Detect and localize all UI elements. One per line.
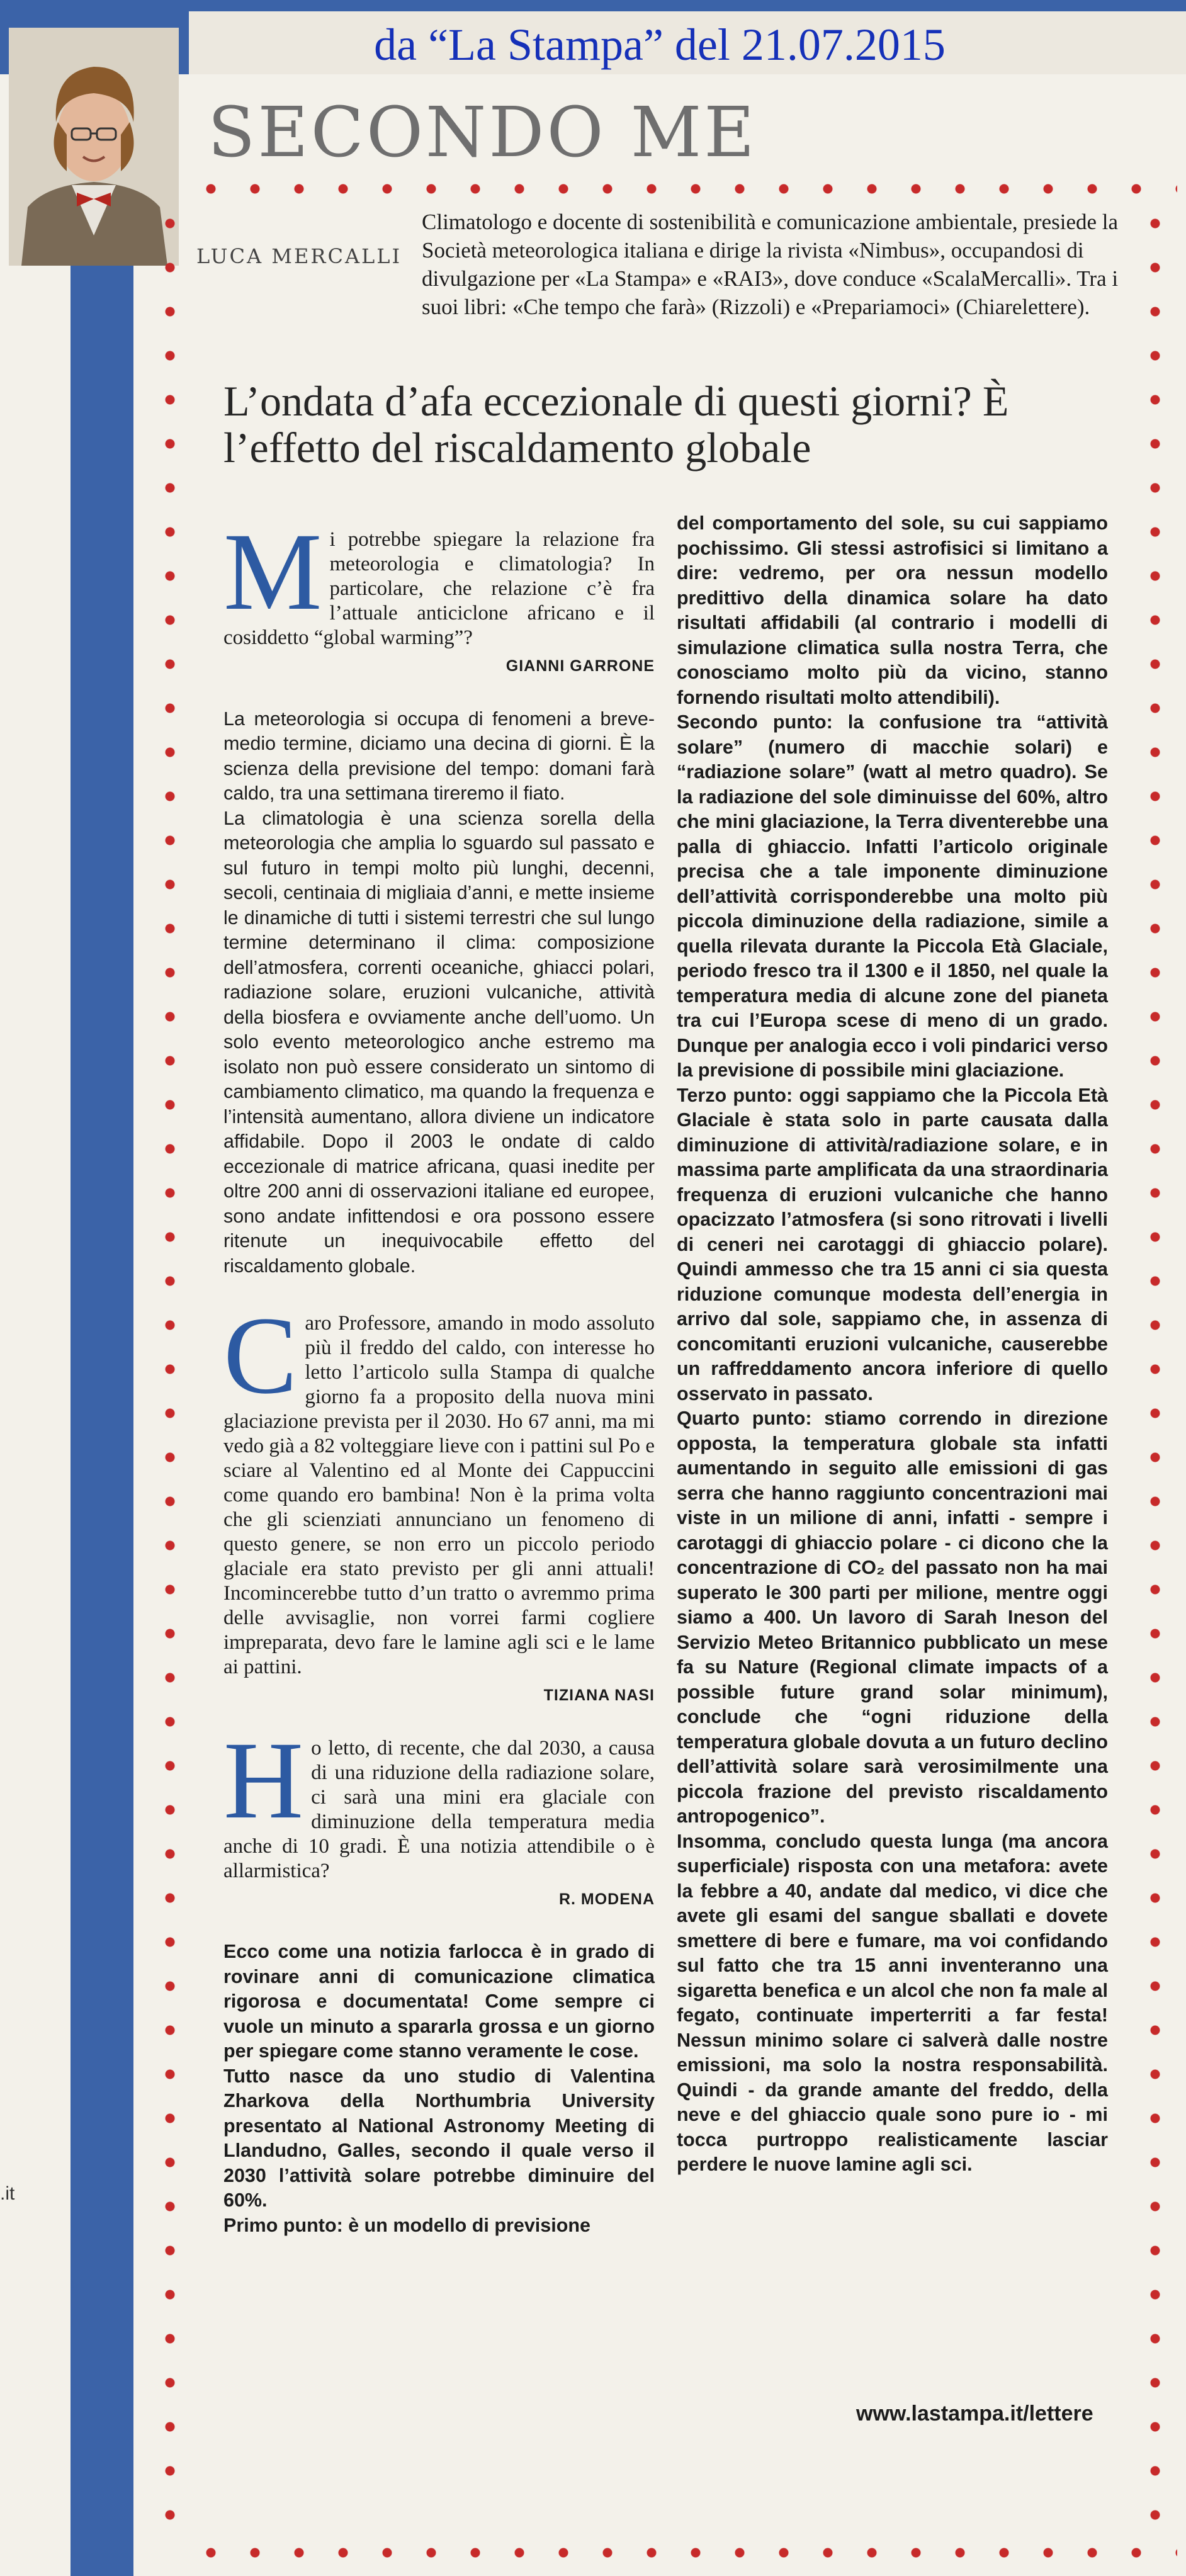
drop-cap: M	[223, 511, 322, 633]
reply-paragraph: Insomma, concludo questa lunga (ma ancora superficiale) risposta con una metafora: avete la febbre a 40, andate dal medico, vi dice che avete gli esami del sangue sballati e dovete smettere di bere e fumare, ma voi confidando sul fatto che tra 15 anni inventeranno una sigaretta benefica e un alcol che non fa male al fegato, continuate imperterriti a far festa! Nessun minimo solare ci salverà dalle nostre emissioni, ma solo la nostra responsabilità. Quindi - da grande amante del freddo, della neve e del ghiaccio quale sono pure io - mi tocca purtroppo realisticamente lasciar perdere le nuove lamine agli sci.	[677, 1830, 1108, 2175]
article-headline: L’ondata d’afa eccezionale di questi giorni? È l’effetto del riscaldamento globale	[223, 377, 1009, 472]
right-column	[677, 511, 1108, 2178]
left-column	[223, 511, 655, 2238]
left-color-stripe	[71, 74, 133, 2576]
margin-fragment: .it	[0, 2183, 15, 2204]
letter-2	[223, 1294, 655, 1709]
letter-1	[223, 511, 655, 679]
letter-text: aro Professore, amando in modo assoluto più il freddo del caldo, con interesse ho letto l’articolo sulla Stampa di qualche giorno fa a proposito della nuova mini glaciazione prevista per il 2030. Ho 67 anni, ma mi vedo già a 82 volteggiare lieve con i pattini sul Po e sciare al Valentino ed al Monte dei Cappuccini come quando ero bambina! Non è la prima volta che gli scienziati annunciano un fenomeno di questo genere, se non erro un piccolo periodo glaciale era stato previsto per gli anni attuali! Incomincerebbe tutto d’un tratto o avremmo prima delle avvisaglie, non vorrei farmi cogliere impreparata, devo fare le lamine agli sci e le lame ai pattini.	[223, 1312, 655, 1678]
dotted-border-top	[189, 179, 1177, 198]
reply-paragraph: Tutto nasce da uno studio di Valentina Zharkova della Northumbria University presentato al National Astronomy Meeting di Llandudno, Galles, secondo il quale verso il 2030 l’attività solare potrebbe diminuire del 60%.	[223, 2065, 655, 2211]
letter-text: o letto, di recente, che dal 2030, a causa di una riduzione della radiazione solare, ci sarà una mini era glaciale con diminuzione della temperatura media anche di 10 gradi. È una notizia attendibile o è allarmistica?	[223, 1736, 655, 1882]
author-bio: Climatologo e docente di sostenibilità e comunicazione ambientale, presiede la Società meteorologica italiana e dirige la rivista «Nimbus», occupandosi di divulgazione per «La Stampa» e «RAI3», dove conduce «ScalaMercalli». Tra i suoi libri: «Che tempo che farà» (Rizzoli) e «Prepariamoci» (Chiarelettere).	[422, 210, 1119, 319]
column-title: SECONDO ME	[208, 92, 757, 172]
reply-2	[223, 1940, 655, 2238]
dotted-border-bottom	[189, 2543, 1177, 2562]
reply-paragraph: Ecco come una notizia farlocca è in grado di rovinare anni di comunicazione climatica rigorosa e documentata! Come sempre ci vuole un minuto a spararla grossa e un giorno per spiegare come stanno veramente le cose.	[223, 1941, 655, 2062]
letter-text: i potrebbe spiegare la relazione fra meteorologia e climatologia? In particolare, che relazione c’è fra l’attuale anticiclone africano e il cosiddetto “global warming”?	[223, 528, 655, 649]
drop-cap: C	[223, 1294, 298, 1417]
letter-3	[223, 1719, 655, 1912]
reply-paragraph: La meteorologia si occupa di fenomeni a breve-medio termine, diciamo una decina di giorni. È la scienza della previsione del tempo: domani farà caldo, tra una settimana tireremo il fiato.	[223, 708, 655, 804]
letter-signature: TIZIANA NASI	[543, 1686, 655, 1704]
letters-url: www.lastampa.it/lettere	[856, 2402, 1093, 2426]
author-photo	[9, 28, 179, 266]
reply-paragraph: Terzo punto: oggi sappiamo che la Piccola Età Glaciale è stata solo in parte causata dalla diminuzione di attività/radiazione solare, e in massima parte amplificata da una straordinaria frequenza di eruzioni vulcaniche che hanno opacizzato l’atmosfera (si sono ritrovati i livelli di ceneri nei carotaggi di ghiaccio polare). Quindi ammesso che tra 15 anni ci sia questa riduzione comunque modesta dell’energia in arrivo dal sole, sappiamo che, in assenza di concomitanti eruzioni vulcaniche, causerebbe un raffreddamento ancora inferiore di quello osservato in passato.	[677, 1084, 1108, 1404]
reply-paragraph: Primo punto: è un modello di previsione	[223, 2214, 590, 2236]
reply-paragraph: La climatologia è una scienza sorella della meteorologia che amplia lo sguardo sul passato e sul futuro in tempi molto più lunghi, decenni, secoli, centinaia di migliaia d’anni, e mette insieme le dinamiche di tutti i sistemi terrestri che sul lungo termine determinano il clima: composizione dell’atmosfera, correnti oceaniche, ghiacci polari, radiazione solare, eruzioni vulcaniche, attività della biosfera e ovviamente anche dell’uomo. Un solo evento meteorologico anche estremo ma isolato non può essere considerato un sintomo di cambiamento climatico, ma quando la frequenza e l’intensità aumentano, allora diviene un indicatore affidabile. Dopo il 2003 le ondate di caldo eccezionale di matrice africana, quasi inedite per oltre 200 anni di osservazioni italiane ed europee, sono andate infittendosi e ora possono essere ritenute un inequivocabile effetto del riscaldamento globale.	[223, 807, 655, 1277]
drop-cap: H	[223, 1719, 304, 1842]
source-label: da “La Stampa” del 21.07.2015	[374, 20, 946, 70]
dotted-border-right	[1146, 201, 1165, 2543]
letter-signature: R. MODENA	[558, 1890, 655, 1908]
reply-paragraph: Quarto punto: stiamo correndo in direzione opposta, la temperatura globale sta infatti aumentando in seguito alle emissioni di gas serra che hanno raggiunto concentrazioni mai viste in un milione di anni, infatti - sempre i carotaggi di ghiaccio polare - ci dicono che la concentrazione di CO₂ del passato non ha mai superato le 300 parti per milione, mentre oggi siamo a 400. Un lavoro di Sarah Ineson del Servizio Meteo Britannico pubblicato un mese fa su Nature (Regional climate impacts of a possible future grand solar minimum), conclude che “ogni riduzione della temperatura globale dovuta a un futuro declino dell’attività solare sarà verosimilmente una piccola frazione del previsto riscaldamento antropogenico”.	[677, 1408, 1108, 1827]
reply-paragraph: Secondo punto: la confusione tra “attività solare” (numero di macchie solari) e “radiazione solare” (watt al metro quadro). Se la radiazione del sole diminuisse del 60%, altro che mini glaciazione, la Terra diventerebbe una palla di ghiaccio. Infatti l’articolo originale precisa che a tale imponente diminuzione dell’attività corrisponderebbe una molto più piccola diminuzione della radiazione, simile a quella rilevata durante la Piccola Età Glaciale, periodo fresco tra il 1300 e il 1850, nel quale la temperatura media di alcune zone del pianeta tra cui l’Europa scese di meno di un grado. Dunque per analogia ecco i voli pindarici verso la previsione di possibile mini glaciazione.	[677, 711, 1108, 1081]
dotted-border-left	[161, 201, 179, 2543]
reply-1	[223, 707, 655, 1279]
reply-paragraph: del comportamento del sole, su cui sappiamo pochissimo. Gli stessi astrofisici si limitano a dire: vedremo, per ora nessun modello predittivo della dinamica solare ha dato risultati affidabili (al contrario i modelli di simulazione climatica sulla nostra Terra, che conosciamo molto più da vicino, stanno fornendo risultati molto attendibili).	[677, 512, 1108, 708]
letter-signature: GIANNI GARRONE	[505, 657, 655, 675]
author-name: LUCA MERCALLI	[196, 244, 402, 268]
